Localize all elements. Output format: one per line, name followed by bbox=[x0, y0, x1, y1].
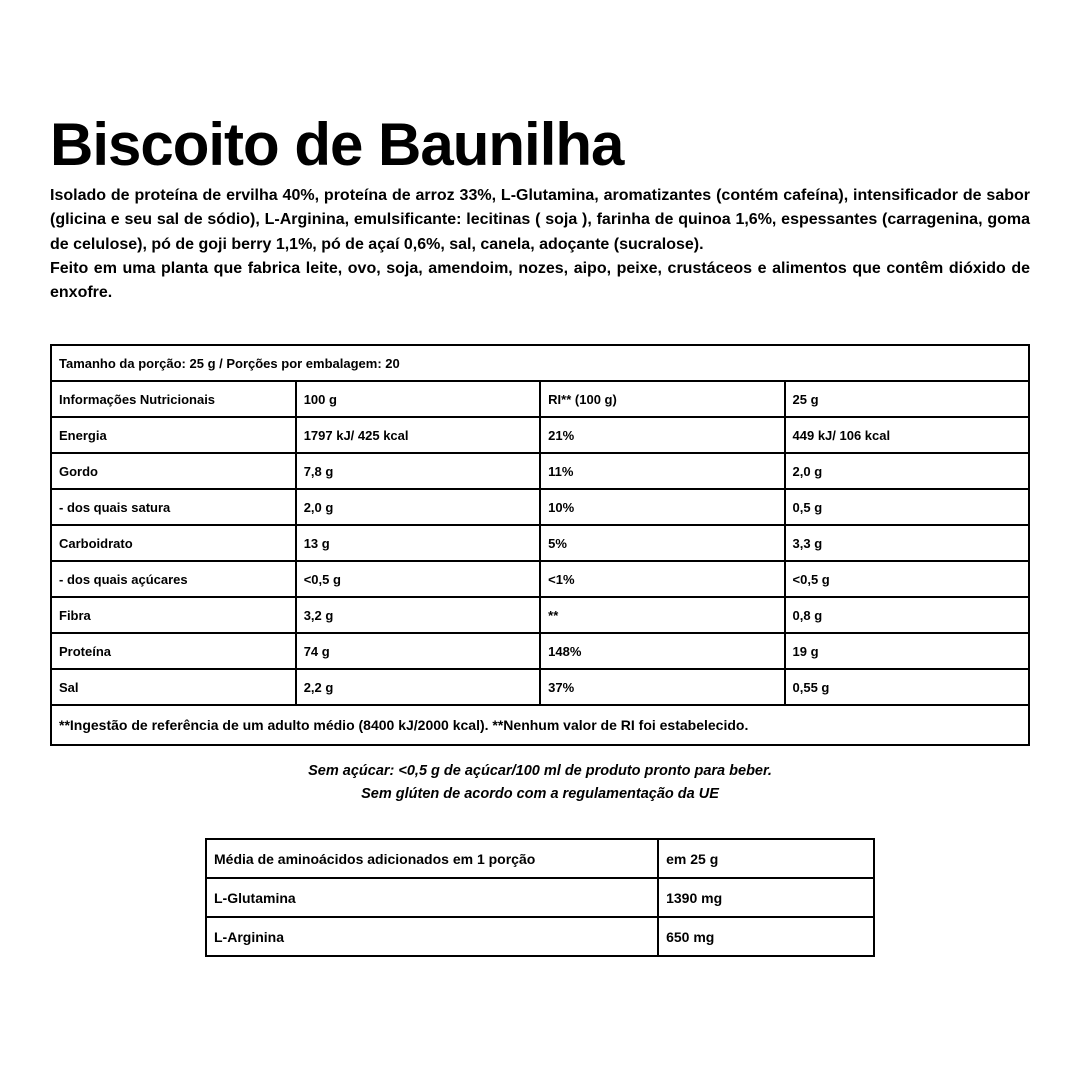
table-row bbox=[51, 453, 1029, 489]
ingredients-text: Isolado de proteína de ervilha 40%, proteína de arroz 33%, L-Glutamina, aromatizantes (contém cafeína), intensificador de sabor (glicina e seu sal de sódio), L-Arginina, emulsificante: lecitinas ( soja ), farinha de quinoa 1,6%, espessantes (carragenina, goma de celulose), pó de goji berry 1,1%, pó de açaí 0,6%, sal, canela, adoçante (sucralose). bbox=[50, 187, 1030, 253]
nutrient-name: Proteína bbox=[51, 633, 296, 669]
allergen-note: Feito em uma planta que fabrica leite, ovo, soja, amendoim, nozes, aipo, peixe, crustáceos e alimentos que contêm dióxido de enxofre. bbox=[50, 259, 1030, 302]
table-row bbox=[51, 561, 1029, 597]
nutrient-name: Sal bbox=[51, 669, 296, 705]
amino-header-row bbox=[206, 839, 874, 878]
serving-size: Tamanho da porção: 25 g / Porções por embalagem: 20 bbox=[51, 345, 1029, 381]
amino-name: L-Arginina bbox=[206, 917, 658, 956]
gluten-free-note: Sem glúten de acordo com a regulamentação da UE bbox=[361, 786, 719, 802]
product-notes bbox=[0, 760, 1080, 806]
value-ri: ** bbox=[540, 597, 784, 633]
value-100g: <0,5 g bbox=[296, 561, 540, 597]
table-row bbox=[206, 917, 874, 956]
header-cell: em 25 g bbox=[658, 839, 874, 878]
nutrient-name: - dos quais satura bbox=[51, 489, 296, 525]
value-ri: 21% bbox=[540, 417, 784, 453]
table-row bbox=[51, 525, 1029, 561]
value-ri: 11% bbox=[540, 453, 784, 489]
table-row bbox=[51, 489, 1029, 525]
header-cell: Informações Nutricionais bbox=[51, 381, 296, 417]
header-cell: Média de aminoácidos adicionados em 1 porção bbox=[206, 839, 658, 878]
value-serving: 2,0 g bbox=[785, 453, 1029, 489]
nutrient-name: - dos quais açúcares bbox=[51, 561, 296, 597]
amino-name: L-Glutamina bbox=[206, 878, 658, 917]
header-cell: 100 g bbox=[296, 381, 540, 417]
nutrient-name: Fibra bbox=[51, 597, 296, 633]
amino-value: 1390 mg bbox=[658, 878, 874, 917]
value-serving: 0,55 g bbox=[785, 669, 1029, 705]
value-100g: 13 g bbox=[296, 525, 540, 561]
table-row bbox=[51, 669, 1029, 705]
nutrition-header-row bbox=[51, 381, 1029, 417]
ri-footnote: **Ingestão de referência de um adulto médio (8400 kJ/2000 kcal). **Nenhum valor de RI foi estabelecido. bbox=[51, 705, 1029, 745]
footnote-row bbox=[51, 705, 1029, 745]
amino-acid-table bbox=[205, 838, 875, 957]
ingredients-block bbox=[50, 184, 1030, 305]
value-ri: 10% bbox=[540, 489, 784, 525]
header-cell: RI** (100 g) bbox=[540, 381, 784, 417]
value-100g: 7,8 g bbox=[296, 453, 540, 489]
nutrition-table bbox=[50, 344, 1030, 746]
value-serving: 3,3 g bbox=[785, 525, 1029, 561]
value-ri: 37% bbox=[540, 669, 784, 705]
value-100g: 3,2 g bbox=[296, 597, 540, 633]
value-100g: 2,0 g bbox=[296, 489, 540, 525]
value-ri: 5% bbox=[540, 525, 784, 561]
serving-row bbox=[51, 345, 1029, 381]
table-row bbox=[51, 633, 1029, 669]
value-ri: <1% bbox=[540, 561, 784, 597]
value-serving: <0,5 g bbox=[785, 561, 1029, 597]
amino-value: 650 mg bbox=[658, 917, 874, 956]
table-row bbox=[51, 417, 1029, 453]
value-ri: 148% bbox=[540, 633, 784, 669]
value-100g: 2,2 g bbox=[296, 669, 540, 705]
table-row bbox=[51, 597, 1029, 633]
product-title: Biscoito de Baunilha bbox=[50, 111, 624, 178]
sugar-free-note: Sem açúcar: <0,5 g de açúcar/100 ml de produto pronto para beber. bbox=[308, 763, 772, 779]
value-serving: 19 g bbox=[785, 633, 1029, 669]
value-100g: 1797 kJ/ 425 kcal bbox=[296, 417, 540, 453]
nutrient-name: Carboidrato bbox=[51, 525, 296, 561]
value-100g: 74 g bbox=[296, 633, 540, 669]
header-cell: 25 g bbox=[785, 381, 1029, 417]
value-serving: 449 kJ/ 106 kcal bbox=[785, 417, 1029, 453]
table-row bbox=[206, 878, 874, 917]
value-serving: 0,8 g bbox=[785, 597, 1029, 633]
value-serving: 0,5 g bbox=[785, 489, 1029, 525]
nutrient-name: Energia bbox=[51, 417, 296, 453]
nutrient-name: Gordo bbox=[51, 453, 296, 489]
